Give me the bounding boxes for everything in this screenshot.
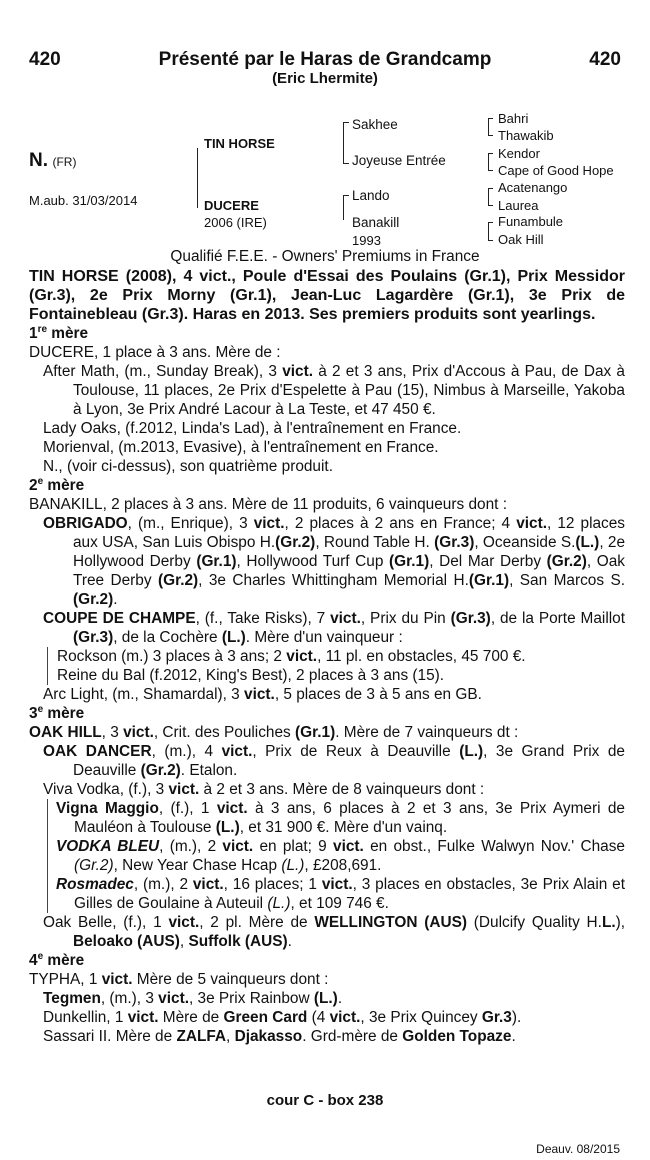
sds: Kendor (498, 146, 540, 161)
progeny-n: N., (voir ci-dessus), son quatrième produit. (43, 458, 333, 475)
ssd: Thawakib (498, 128, 554, 143)
dsd: Laurea (498, 198, 539, 213)
progeny-tegmen: Tegmen, (m.), 3 vict., 3e Prix Rainbow (L.). (43, 990, 343, 1007)
grandprogeny-rosmadec: Rosmadec, (m.), 2 vict., 16 places; 1 vict., 3 places en obstacles, 3e Prix Alain et Gilles de Goulaine à Auteuil (L.), et 109 746 €. (56, 876, 626, 912)
progeny-oak-belle: Oak Belle, (f.), 1 vict., 2 pl. Mère de WELLINGTON (AUS) (Dulcify Quality H.L.), Beloako (AUS), Suffolk (AUS). (43, 914, 626, 950)
grandprogeny-rockson: Rockson (m.) 3 places à 3 ans; 2 vict., 11 pl. en obstacles, 45 700 €. (57, 648, 526, 665)
horse-country: (FR) (52, 155, 77, 169)
grandprogeny-vigna-maggio: Vigna Maggio, (f.), 1 vict. à 3 ans, 6 places à 2 et 3 ans, 3e Prix Aymeri de Mauléon à Toulouse (L.), et 31 900 €. Mère d'un vainq. (56, 800, 625, 836)
horse-name: N. (29, 150, 48, 171)
consignor-subtitle: (Eric Lhermite) (272, 70, 378, 87)
qualification-line: Qualifié F.E.E. - Owners' Premiums in France (170, 248, 480, 265)
ddd: Oak Hill (498, 232, 544, 247)
progeny-arc-light: Arc Light, (m., Shamardal), 3 vict., 5 places de 3 à 5 ans en GB. (43, 686, 482, 703)
second-dam-entry: BANAKILL, 2 places à 3 ans. Mère de 11 produits, 6 vainqueurs dont : (29, 496, 507, 513)
third-dam-entry: OAK HILL, 3 vict., Crit. des Pouliches (Gr.1). Mère de 7 vainqueurs dt : (29, 724, 519, 741)
sire-summary: TIN HORSE (2008), 4 vict., Poule d'Essai des Poulains (Gr.1), Prix Messidor (Gr.3), 2e Prix Morny (Gr.1), Jean-Luc Lagardère (Gr.1), 3e Prix de Fontainebleau (Gr.3). Haras en 2013. Ses premiers produits sont yearlings. (29, 268, 625, 323)
page-title: Présenté par le Haras de Grandcamp (158, 49, 492, 70)
progeny-dunkellin: Dunkellin, 1 vict. Mère de Green Card (4 vict., 3e Prix Quincey Gr.3). (43, 1009, 522, 1026)
sire-name: TIN HORSE (204, 136, 275, 151)
dam-dam-year: 1993 (352, 233, 381, 248)
progeny-coupe-de-champe: COUPE DE CHAMPE, (f., Take Risks), 7 vict., Prix du Pin (Gr.3), de la Porte Maillot (Gr.3), de la Cochère (L.). Mère d'un vainqueur : (43, 610, 626, 646)
dam-name: DUCERE (204, 198, 259, 213)
progeny-oak-dancer: OAK DANCER, (m.), 4 vict., Prix de Reux à Deauville (L.), 3e Grand Prix de Deauville (Gr.2). Etalon. (43, 743, 625, 779)
pedigree-bracket (197, 148, 198, 208)
sdd: Cape of Good Hope (498, 163, 614, 178)
sire-dam: Joyeuse Entrée (352, 153, 446, 168)
lot-number-left: 420 (29, 49, 61, 70)
sss: Bahri (498, 111, 529, 126)
foaled-date: M.aub. 31/03/2014 (29, 193, 138, 208)
dam-dam: Banakill (352, 215, 400, 230)
grandprogeny-vodka-bleu: VODKA BLEU, (m.), 2 vict. en plat; 9 vict. en obst., Fulke Walwyn Nov.' Chase (Gr.2), New Year Chase Hcap (L.), £208,691. (56, 838, 625, 874)
first-dam-heading: 1re mère (29, 323, 89, 342)
sale-date: Deauv. 08/2015 (536, 1142, 620, 1156)
dds: Funambule (498, 214, 564, 229)
stable-location: cour C - box 238 (266, 1092, 384, 1109)
first-dam-entry: DUCERE, 1 place à 3 ans. Mère de : (29, 344, 281, 361)
catalogue-body (29, 259, 625, 1046)
fourth-dam-heading: 4e mère (29, 950, 85, 969)
sire-sire: Sakhee (352, 117, 398, 132)
progeny-after-math: After Math, (m., Sunday Break), 3 vict. à 2 et 3 ans, Prix d'Accous à Pau, de Dax à Toulouse, 11 places, 2e Prix d'Espelette à Pau (15), Nimbus à Marseille, Yakoba à Lyon, 3e Prix André Lacour à La Teste, et 47 450 €. (43, 363, 625, 418)
grandprogeny-reine-du-bal: Reine du Bal (f.2012, King's Best), 2 places à 3 ans (15). (57, 667, 445, 684)
dam-sire: Lando (352, 188, 390, 203)
progeny-viva-vodka: Viva Vodka, (f.), 3 vict. à 2 et 3 ans. Mère de 8 vainqueurs dont : (43, 781, 485, 798)
fourth-dam-entry: TYPHA, 1 vict. Mère de 5 vainqueurs dont : (29, 971, 329, 988)
dss: Acatenango (498, 180, 568, 195)
progeny-lady-oaks: Lady Oaks, (f.2012, Linda's Lad), à l'entraînement en France. (43, 420, 462, 437)
progeny-morienval: Morienval, (m.2013, Evasive), à l'entraînement en France. (43, 439, 439, 456)
third-dam-heading: 3e mère (29, 703, 85, 722)
dam-info: 2006 (IRE) (204, 215, 267, 230)
second-dam-heading: 2e mère (29, 475, 85, 494)
progeny-obrigado: OBRIGADO, (m., Enrique), 3 vict., 2 places à 2 ans en France; 4 vict., 12 places aux USA, San Luis Obispo H.(Gr.2), Round Table H. (Gr.3), Oceanside S.(L.), 2e Hollywood Derby (Gr.1), Hollywood Turf Cup (Gr.1), Del Mar Derby (Gr.2), Oak Tree Derby (Gr.2), 3e Charles Whittingham Memorial H.(Gr.1), San Marcos S.(Gr.2). (43, 515, 626, 608)
progeny-sassari: Sassari II. Mère de ZALFA, Djakasso. Grd-mère de Golden Topaze. (43, 1028, 516, 1045)
lot-number-right: 420 (589, 49, 621, 70)
